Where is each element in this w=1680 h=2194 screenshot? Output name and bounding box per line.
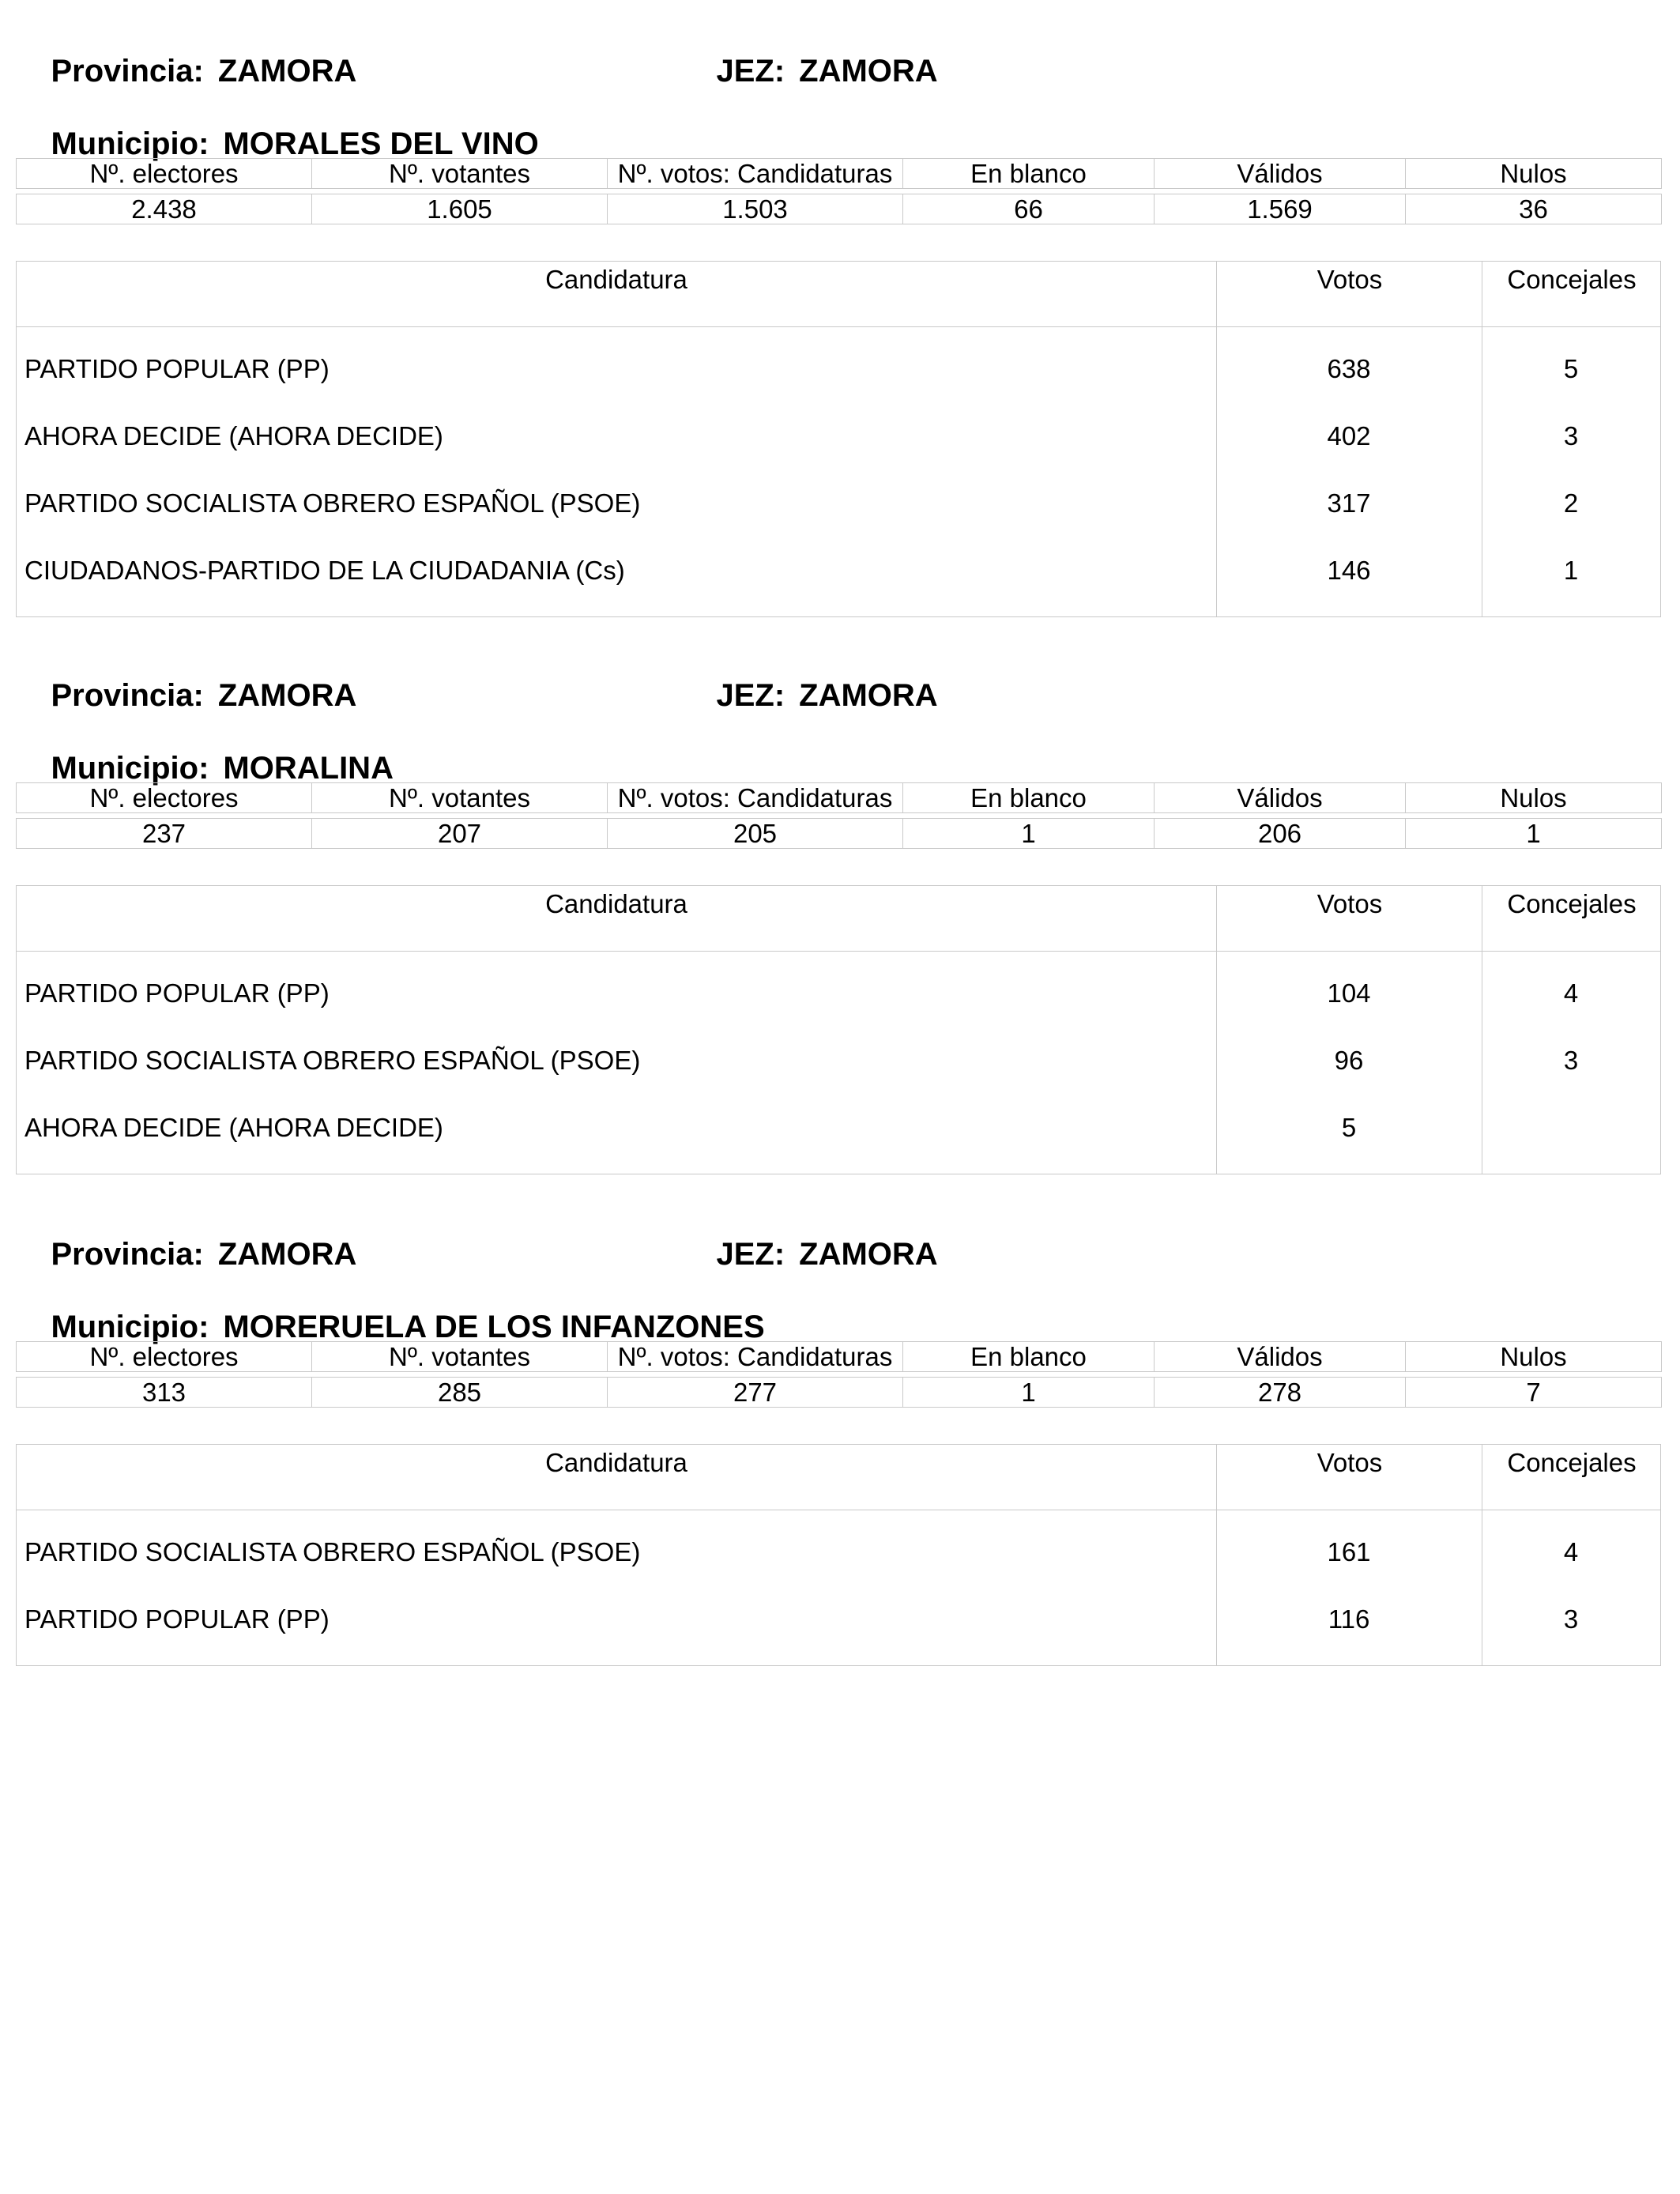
- municipio-label: Municipio:: [51, 126, 209, 161]
- summary-header-cell: En blanco: [903, 159, 1155, 189]
- municipality-section: [16, 1197, 1663, 1656]
- votos-header: Votos: [1216, 886, 1482, 951]
- candidate-name: PARTIDO SOCIALISTA OBRERO ESPAÑOL (PSOE): [24, 488, 641, 518]
- summary-value-cell: 285: [312, 1378, 608, 1408]
- candidate-row: [17, 412, 1660, 479]
- summary-header-cell: Nº. votantes: [312, 783, 608, 813]
- summary-table: [16, 158, 1662, 224]
- municipio-value: MORALINA: [223, 751, 394, 786]
- jez-value: ZAMORA: [799, 1237, 938, 1272]
- candidate-seats: 3: [1563, 1604, 1579, 1634]
- summary-value-cell: 1: [903, 819, 1155, 849]
- summary-header-cell: Nº. votantes: [312, 159, 608, 189]
- summary-value-cell: 1: [903, 1378, 1155, 1408]
- candidate-name: PARTIDO POPULAR (PP): [24, 354, 330, 383]
- summary-table: [16, 1341, 1662, 1408]
- provincia-label: Provincia:: [51, 1237, 204, 1272]
- candidates-body: [17, 327, 1660, 616]
- summary-value-cell: 206: [1155, 819, 1406, 849]
- summary-value-cell: 278: [1155, 1378, 1406, 1408]
- summary-value-cell: 66: [903, 194, 1155, 224]
- summary-header-cell: Nº. votantes: [312, 1342, 608, 1372]
- summary-header-cell: En blanco: [903, 1342, 1155, 1372]
- provincia-value: ZAMORA: [217, 678, 357, 713]
- candidates-table: [16, 885, 1661, 1174]
- candidate-row: [17, 345, 1660, 412]
- candidates-header-row: [17, 1445, 1660, 1510]
- candidates-body: [17, 1510, 1660, 1665]
- summary-header-row: [17, 159, 1662, 189]
- jez-label: JEZ:: [716, 54, 785, 89]
- summary-header-cell: Nulos: [1406, 1342, 1662, 1372]
- summary-header-cell: Válidos: [1155, 1342, 1406, 1372]
- provincia-label: Provincia:: [51, 54, 204, 89]
- jez-label: JEZ:: [716, 1237, 785, 1272]
- candidate-row: [17, 1103, 1660, 1171]
- summary-header-cell: Nº. electores: [17, 783, 312, 813]
- summary-header-cell: Nº. votos: Candidaturas: [608, 783, 903, 813]
- summary-header-row: [17, 1342, 1662, 1372]
- jez-value: ZAMORA: [799, 678, 938, 713]
- candidate-votes: 638: [1327, 354, 1371, 383]
- candidate-votes: 402: [1327, 421, 1371, 450]
- candidate-votes: 317: [1327, 488, 1371, 518]
- summary-value-cell: 1.605: [312, 194, 608, 224]
- municipio-value: MORALES DEL VINO: [223, 126, 539, 161]
- candidate-seats: 2: [1563, 488, 1579, 518]
- concejales-header: Concejales: [1482, 262, 1661, 326]
- candidate-seats: 4: [1563, 978, 1579, 1008]
- summary-header-cell: Nº. electores: [17, 1342, 312, 1372]
- jez-value: ZAMORA: [799, 54, 938, 89]
- candidates-header-row: [17, 886, 1660, 952]
- votos-header: Votos: [1216, 1445, 1482, 1510]
- candidate-name: CIUDADANOS-PARTIDO DE LA CIUDADANIA (Cs): [24, 556, 625, 585]
- summary-value-row: [17, 194, 1662, 224]
- municipality-section: [16, 639, 1663, 1160]
- summary-gap: [17, 189, 1662, 194]
- candidate-row: [17, 1036, 1660, 1103]
- provincia-label: Provincia:: [51, 678, 204, 713]
- candidate-name: PARTIDO POPULAR (PP): [24, 978, 330, 1008]
- summary-header-cell: Nº. votos: Candidaturas: [608, 159, 903, 189]
- summary-value-row: [17, 1378, 1662, 1408]
- summary-value-cell: 7: [1406, 1378, 1662, 1408]
- summary-value-cell: 237: [17, 819, 312, 849]
- candidate-seats: 5: [1563, 354, 1579, 383]
- summary-value-cell: 2.438: [17, 194, 312, 224]
- municipio-value: MORERUELA DE LOS INFANZONES: [223, 1310, 765, 1344]
- candidates-table: [16, 261, 1661, 617]
- summary-gap: [17, 1372, 1662, 1378]
- jez-label: JEZ:: [716, 678, 785, 713]
- provincia-value: ZAMORA: [217, 1237, 357, 1272]
- candidate-name: AHORA DECIDE (AHORA DECIDE): [24, 1113, 443, 1142]
- candidate-name: PARTIDO POPULAR (PP): [24, 1604, 330, 1634]
- candidate-votes: 161: [1327, 1537, 1371, 1566]
- summary-header-cell: Nº. votos: Candidaturas: [608, 1342, 903, 1372]
- summary-header-cell: Válidos: [1155, 783, 1406, 813]
- summary-gap: [17, 813, 1662, 819]
- summary-header-cell: Nulos: [1406, 783, 1662, 813]
- summary-value-cell: 277: [608, 1378, 903, 1408]
- candidate-seats: [1482, 1103, 1660, 1171]
- candidatura-header: Candidatura: [545, 265, 687, 294]
- candidate-row: [17, 479, 1660, 546]
- municipality-section: [16, 14, 1663, 599]
- candidate-row: [17, 1595, 1660, 1662]
- summary-header-cell: En blanco: [903, 783, 1155, 813]
- provincia-value: ZAMORA: [217, 54, 357, 89]
- jez-heading: [681, 639, 938, 752]
- candidates-body: [17, 952, 1660, 1174]
- candidate-votes: 146: [1327, 556, 1371, 585]
- candidate-seats: 4: [1563, 1537, 1579, 1566]
- candidatura-header: Candidatura: [545, 889, 687, 918]
- candidate-name: PARTIDO SOCIALISTA OBRERO ESPAÑOL (PSOE): [24, 1046, 641, 1075]
- summary-header-cell: Nulos: [1406, 159, 1662, 189]
- candidate-row: [17, 1528, 1660, 1595]
- jez-heading: [681, 14, 938, 128]
- candidate-votes: 104: [1327, 978, 1371, 1008]
- municipio-label: Municipio:: [51, 1310, 209, 1344]
- candidate-name: AHORA DECIDE (AHORA DECIDE): [24, 421, 443, 450]
- summary-value-cell: 36: [1406, 194, 1662, 224]
- candidates-header-row: [17, 262, 1660, 327]
- municipio-label: Municipio:: [51, 751, 209, 786]
- summary-header-cell: Válidos: [1155, 159, 1406, 189]
- candidate-seats: 3: [1563, 1046, 1579, 1075]
- concejales-header: Concejales: [1482, 886, 1661, 951]
- candidate-votes: 96: [1334, 1046, 1364, 1075]
- summary-value-cell: 313: [17, 1378, 312, 1408]
- summary-value-cell: 1: [1406, 819, 1662, 849]
- summary-value-row: [17, 819, 1662, 849]
- summary-value-cell: 205: [608, 819, 903, 849]
- summary-header-cell: Nº. electores: [17, 159, 312, 189]
- candidate-votes: 116: [1328, 1604, 1370, 1634]
- candidate-seats: 1: [1563, 556, 1579, 585]
- summary-value-cell: 1.569: [1155, 194, 1406, 224]
- concejales-header: Concejales: [1482, 1445, 1661, 1510]
- summary-table: [16, 782, 1662, 849]
- candidate-seats: 3: [1563, 421, 1579, 450]
- candidate-name: PARTIDO SOCIALISTA OBRERO ESPAÑOL (PSOE): [24, 1537, 641, 1566]
- summary-value-cell: 207: [312, 819, 608, 849]
- votos-header: Votos: [1216, 262, 1482, 326]
- candidate-votes: 5: [1341, 1113, 1357, 1142]
- candidates-table: [16, 1444, 1661, 1666]
- candidatura-header: Candidatura: [545, 1448, 687, 1477]
- candidate-row: [17, 546, 1660, 613]
- summary-value-cell: 1.503: [608, 194, 903, 224]
- candidate-row: [17, 969, 1660, 1036]
- summary-header-row: [17, 783, 1662, 813]
